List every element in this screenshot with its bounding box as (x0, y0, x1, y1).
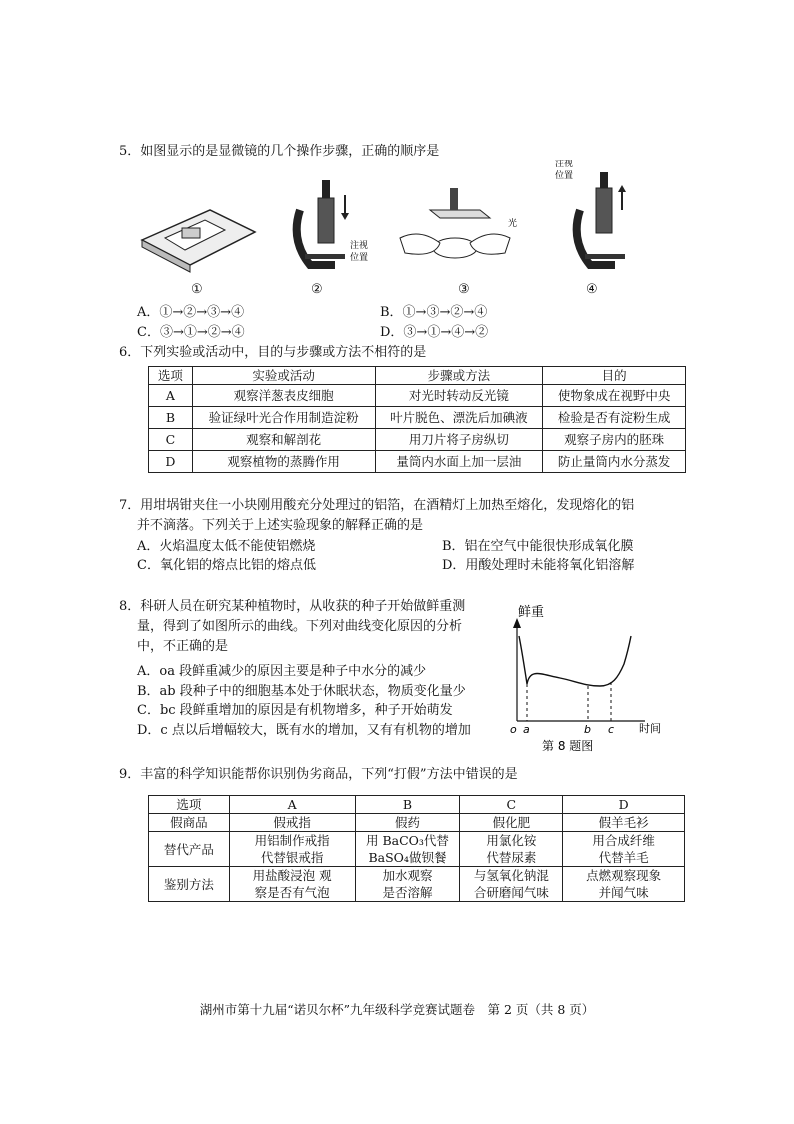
chart-caption: 第 8 题图 (542, 739, 594, 753)
q7-option-c: C．氧化铝的熔点比铝的熔点低 (137, 558, 316, 573)
table-cell (229, 832, 355, 867)
table-row (149, 867, 685, 902)
cell-line: 点燃观察现象 (586, 868, 662, 883)
svg-text:光: 光 (508, 219, 518, 229)
header-cell: 目的 (543, 367, 686, 385)
table-cell: 鉴别方法 (149, 867, 230, 902)
page-footer: 湖州市第十九届“诺贝尔杯”九年级科学竞赛试题卷 第 2 页（共 8 页） (199, 1002, 595, 1017)
table-cell: 使物象成在视野中央 (543, 385, 686, 407)
table-cell: 用刀片将子房纵切 (375, 429, 543, 451)
step4-microscope-icon (555, 160, 626, 265)
table-cell: 选项 (149, 796, 230, 814)
table-header-row (149, 367, 686, 385)
q8-stem-line1: 8．科研人员在研究某种植物时，从收获的种子开始做鲜重测 (119, 599, 466, 614)
table-cell (563, 832, 685, 867)
fresh-weight-curve (519, 636, 631, 686)
step3-hands-slide-icon (400, 188, 517, 258)
table-cell: A (229, 796, 355, 814)
table-cell: 观察植物的蒸腾作用 (192, 451, 375, 473)
chart-ylabel: 鲜重 (518, 605, 545, 620)
table-cell: 观察和解剖花 (192, 429, 375, 451)
svg-text:注视: 注视 (555, 160, 574, 169)
q8-option-d: D．c 点以后增幅较大，既有水的增加，又有有机物的增加 (137, 723, 471, 738)
svg-text:注视: 注视 (350, 241, 369, 251)
header-cell: 选项 (149, 367, 193, 385)
table-row (149, 814, 685, 832)
q8-option-c: C．bc 段鲜重增加的原因是有机物增多，种子开始萌发 (137, 703, 453, 718)
cell-line: BaSO₄做钡餐 (368, 850, 447, 865)
q5-option-c: C．③→①→②→④ (137, 325, 245, 340)
step1-stage-icon (142, 210, 255, 272)
q5-option-d: D．③→①→④→② (380, 325, 489, 340)
cell-line: 用 BaCO₃代替 (366, 833, 449, 848)
cell-line: 用合成纤维 (592, 833, 655, 848)
table-cell: 假羊毛衫 (563, 814, 685, 832)
table-cell: B (355, 796, 460, 814)
header-cell: 步骤或方法 (375, 367, 543, 385)
svg-text:位置: 位置 (555, 171, 574, 181)
table-row (149, 451, 686, 473)
table-cell (460, 867, 563, 902)
table-cell: 假化肥 (460, 814, 563, 832)
table-row (149, 385, 686, 407)
table-row (149, 407, 686, 429)
table-cell: 假商品 (149, 814, 230, 832)
step1-label: ① (191, 282, 203, 297)
table-cell: C (460, 796, 563, 814)
q6-stem: 6．下列实验或活动中，目的与步骤或方法不相符的是 (119, 345, 427, 360)
svg-text:位置: 位置 (350, 253, 369, 263)
cell-line: 察是否有气泡 (254, 885, 330, 900)
table-header-row (149, 796, 685, 814)
table-cell: B (149, 407, 193, 429)
table-cell: 防止量筒内水分蒸发 (543, 451, 686, 473)
table-cell (229, 867, 355, 902)
table-cell: 检验是否有淀粉生成 (543, 407, 686, 429)
q7-stem-line2: 并不滴落。下列关于上述实验现象的解释正确的是 (137, 518, 424, 533)
q9-table (148, 795, 685, 902)
table-row (149, 832, 685, 867)
table-cell: D (563, 796, 685, 814)
q8-option-a: A．oa 段鲜重减少的原因主要是种子中水分的减少 (137, 664, 427, 679)
table-cell: 叶片脱色、漂洗后加碘液 (375, 407, 543, 429)
table-cell: 对光时转动反光镜 (375, 385, 543, 407)
tick-o: o (510, 723, 517, 736)
table-cell: 量筒内水面上加一层油 (375, 451, 543, 473)
q7-stem-line1: 7．用坩埚钳夹住一小块刚用酸充分处理过的铝箔，在酒精灯上加热至熔化，发现熔化的铝 (119, 498, 635, 513)
table-row (149, 429, 686, 451)
cell-line: 用盐酸浸泡 观 (252, 868, 332, 883)
cell-line: 用铝制作戒指 (254, 833, 330, 848)
q8-chart (500, 596, 680, 756)
step2-microscope-icon (297, 180, 368, 265)
table-cell: 假戒指 (229, 814, 355, 832)
cell-line: 用氯化铵 (486, 833, 537, 848)
microscope-steps-figure (130, 160, 650, 280)
header-cell: 实验或活动 (192, 367, 375, 385)
q8-option-b: B．ab 段种子中的细胞基本处于休眠状态，物质变化量少 (137, 684, 466, 699)
table-cell: 验证绿叶光合作用制造淀粉 (192, 407, 375, 429)
q8-stem-line2: 量，得到了如图所示的曲线。下列对曲线变化原因的分析 (137, 619, 463, 634)
table-cell (355, 832, 460, 867)
cell-line: 是否溶解 (382, 885, 433, 900)
q7-option-b: B．铝在空气中能很快形成氧化膜 (442, 539, 634, 554)
q9-stem: 9．丰富的科学知识能帮你识别伪劣商品，下列“打假”方法中错误的是 (119, 767, 518, 782)
table-cell: 替代产品 (149, 832, 230, 867)
cell-line: 代替银戒指 (260, 850, 324, 865)
table-cell: 假药 (355, 814, 460, 832)
q5-stem: 5．如图显示的是显微镜的几个操作步骤，正确的顺序是 (119, 144, 440, 159)
chart-xlabel: 时间 (639, 722, 661, 735)
table-cell: 观察洋葱表皮细胞 (192, 385, 375, 407)
table-cell: 观察子房内的胚珠 (543, 429, 686, 451)
cell-line: 代替羊毛 (598, 850, 649, 865)
q8-stem-line3: 中，不正确的是 (137, 639, 229, 654)
q7-option-a: A．火焰温度太低不能使铝燃烧 (137, 539, 316, 554)
table-cell (460, 832, 563, 867)
step3-label: ③ (458, 282, 470, 297)
cell-line: 与氢氧化钠混 (473, 868, 549, 883)
table-cell: C (149, 429, 193, 451)
cell-line: 并闻气味 (598, 885, 649, 900)
table-cell (563, 867, 685, 902)
step2-label: ② (311, 282, 323, 297)
q5-option-a: A．①→②→③→④ (137, 305, 245, 320)
q6-table (148, 366, 686, 473)
tick-c: c (608, 723, 615, 736)
tick-b: b (584, 723, 591, 736)
cell-line: 加水观察 (382, 868, 433, 883)
q5-option-b: B．①→③→②→④ (380, 305, 488, 320)
q7-option-d: D．用酸处理时未能将氧化铝溶解 (442, 558, 635, 573)
table-cell: D (149, 451, 193, 473)
cell-line: 代替尿素 (486, 850, 537, 865)
step4-label: ④ (586, 282, 598, 297)
cell-line: 合研磨闻气味 (473, 885, 549, 900)
table-cell (355, 867, 460, 902)
tick-a: a (523, 723, 530, 736)
table-cell: A (149, 385, 193, 407)
